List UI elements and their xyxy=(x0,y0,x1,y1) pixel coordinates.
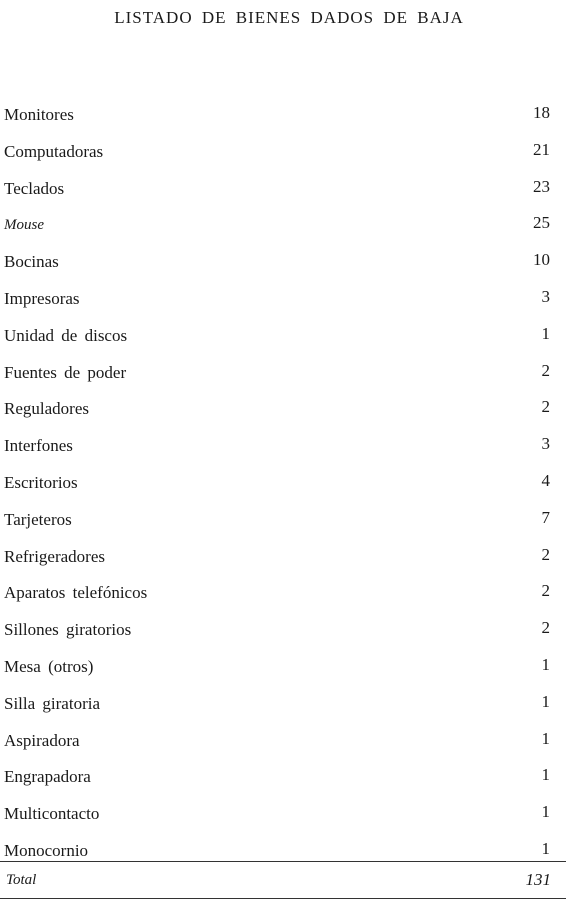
item-label: Multicontacto xyxy=(4,804,100,824)
list-item xyxy=(4,761,550,798)
item-quantity: 21 xyxy=(533,139,550,159)
item-quantity: 1 xyxy=(541,765,550,785)
list-item xyxy=(4,320,550,357)
list-item xyxy=(4,504,550,541)
list-item xyxy=(4,99,550,136)
item-quantity: 2 xyxy=(541,360,550,380)
list-item xyxy=(4,614,550,651)
list-item xyxy=(4,209,550,246)
item-quantity: 25 xyxy=(533,213,550,233)
items-list xyxy=(4,99,550,872)
total-value: 131 xyxy=(525,870,551,889)
list-item xyxy=(4,393,550,430)
item-label: Monitores xyxy=(4,105,74,124)
item-label: Monocornio xyxy=(4,840,89,860)
item-quantity: 18 xyxy=(533,103,550,122)
item-label: Engrapadora xyxy=(4,767,91,787)
item-label: Tarjeteros xyxy=(4,509,72,529)
item-label: Impresoras xyxy=(4,288,80,308)
item-label: Fuentes de poder xyxy=(4,362,127,382)
list-item xyxy=(4,283,550,320)
item-quantity: 23 xyxy=(533,176,550,196)
item-quantity: 1 xyxy=(541,654,550,674)
item-quantity: 3 xyxy=(541,434,550,454)
item-label: Refrigeradores xyxy=(4,546,106,566)
list-item xyxy=(4,651,550,688)
list-item xyxy=(4,835,550,872)
list-item xyxy=(4,430,550,467)
item-label: Silla giratoria xyxy=(4,693,101,713)
list-item xyxy=(4,357,550,394)
item-quantity: 4 xyxy=(541,470,550,490)
item-quantity: 1 xyxy=(541,691,550,711)
item-label: Bocinas xyxy=(4,252,59,272)
item-label: Reguladores xyxy=(4,399,89,419)
item-quantity: 1 xyxy=(541,838,550,858)
item-label: Teclados xyxy=(4,178,65,198)
item-quantity: 2 xyxy=(541,397,550,417)
list-item xyxy=(4,136,550,173)
page-title: LISTADO DE BIENES DADOS DE BAJA xyxy=(114,8,464,27)
item-label: Escritorios xyxy=(4,472,78,492)
total-label: Total xyxy=(6,872,37,888)
item-label: Sillones giratorios xyxy=(4,620,132,640)
item-label: Unidad de discos xyxy=(4,325,128,345)
list-item xyxy=(4,725,550,762)
item-label: Computadoras xyxy=(4,141,104,161)
item-label: Mouse xyxy=(4,217,44,234)
item-quantity: 3 xyxy=(541,286,550,306)
item-quantity: 2 xyxy=(541,544,550,564)
item-quantity: 1 xyxy=(541,728,550,748)
item-label: Interfones xyxy=(4,436,73,456)
list-item xyxy=(4,541,550,578)
item-quantity: 10 xyxy=(533,250,550,270)
list-item xyxy=(4,798,550,835)
item-quantity: 2 xyxy=(541,618,550,638)
item-quantity: 1 xyxy=(541,323,550,343)
item-label: Aparatos telefónicos xyxy=(4,583,148,603)
item-quantity: 1 xyxy=(541,802,550,822)
item-quantity: 2 xyxy=(541,581,550,601)
item-label: Aspiradora xyxy=(4,730,80,750)
list-item xyxy=(4,688,550,725)
list-item xyxy=(4,467,550,504)
list-item xyxy=(4,173,550,210)
item-label: Mesa (otros) xyxy=(4,656,94,676)
list-item xyxy=(4,577,550,614)
total-divider-bottom xyxy=(0,898,566,899)
item-quantity: 7 xyxy=(541,507,550,527)
list-item xyxy=(4,246,550,283)
total-divider-top xyxy=(0,861,566,862)
